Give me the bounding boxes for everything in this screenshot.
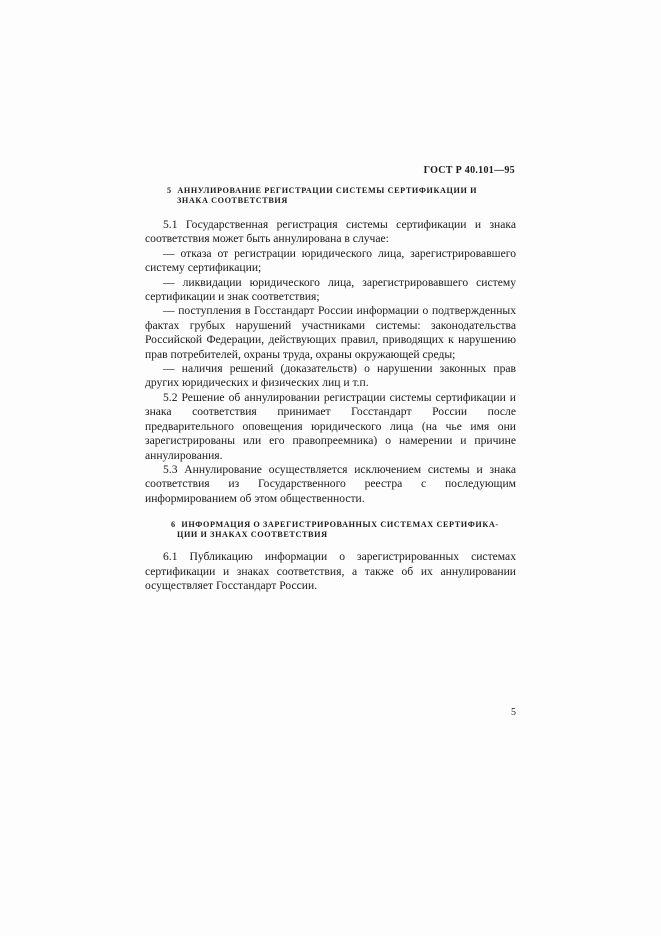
list-item-refusal: — отказа от регистрации юридического лица, зарегистрировавшего систему сертификации; bbox=[145, 246, 516, 275]
section-5-heading bbox=[145, 186, 516, 206]
standard-code: ГОСТ Р 40.101—95 bbox=[423, 165, 515, 176]
section-6-title-line1: ИНФОРМАЦИЯ О ЗАРЕГИСТРИРОВАННЫХ СИСТЕМАХ СЕРТИФИКА- bbox=[181, 520, 499, 530]
paragraph-5-3: 5.3 Аннулирование осуществляется исключением системы и знака соответствия из Государственного реестра с последующим информированием об этом общественности. bbox=[145, 462, 516, 505]
section-6-title-line2: ЦИИ И ЗНАКАХ СООТВЕТСТВИЯ bbox=[177, 530, 328, 540]
paragraph-6-1: 6.1 Публикацию информации о зарегистрированных системах сертификации и знаках соответствия, а также об их аннулировании осуществляет Госстандарт России. bbox=[145, 550, 516, 592]
page-number: 5 bbox=[511, 707, 516, 718]
list-item-liquidation: — ликвидации юридического лица, зарегистрировавшего систему сертификации и знак соответствия; bbox=[145, 275, 516, 304]
page-content bbox=[145, 186, 516, 593]
section-5-title-line1: АННУЛИРОВАНИЕ РЕГИСТРАЦИИ СИСТЕМЫ СЕРТИФИКАЦИИ И bbox=[177, 186, 478, 195]
list-item-violations: — поступления в Госстандарт России информации о подтвержденных фактах грубых нарушений участниками системы: законодательства Российской Федерации, действующих правил, приводящих к нарушению прав потребителей, охраны труда, охраны окружающей среды; bbox=[145, 304, 516, 361]
section-6-number: 6 bbox=[171, 520, 176, 530]
paragraph-5-1: 5.1 Государственная регистрация системы сертификации и знака соответствия может быть аннулирована в случае: bbox=[145, 218, 516, 246]
paragraph-5-2: 5.2 Решение об аннулировании регистрации системы сертификации и знака соответствия принимает Госстандарт России после предварительного оповещения юридического лица (на чье имя они зарегистрированы или его правопреемника) о намерении и причине аннулирования. bbox=[145, 390, 516, 462]
section-5-title-line2: ЗНАКА СООТВЕТСТВИЯ bbox=[177, 196, 288, 205]
section-5-number: 5 bbox=[167, 186, 172, 195]
list-item-decisions: — наличия решений (доказательств) о нарушении законных прав других юридических и физических лиц и т.п. bbox=[145, 362, 516, 390]
section-6-heading bbox=[145, 520, 516, 540]
section-spacer bbox=[145, 506, 516, 520]
